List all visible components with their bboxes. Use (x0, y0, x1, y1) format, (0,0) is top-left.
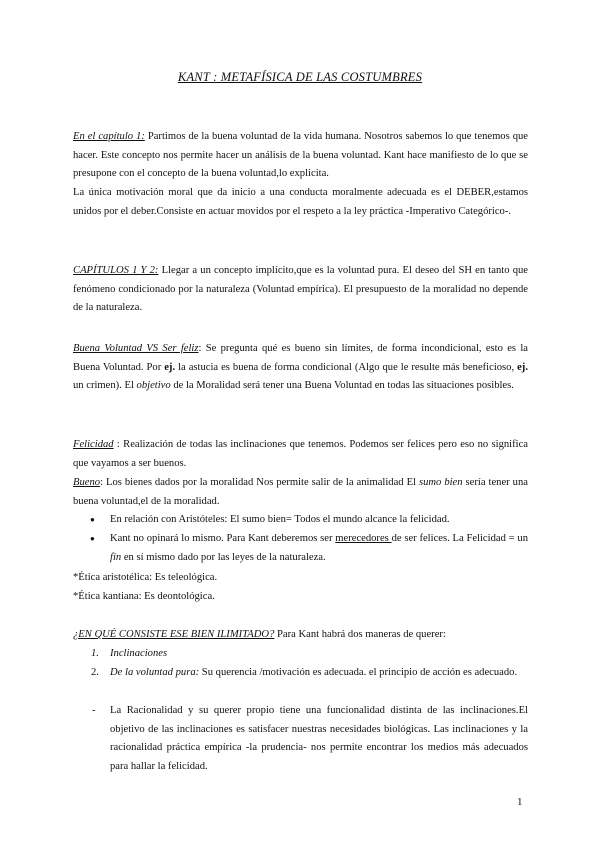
bullet-kant-text-3: en sí mismo dado por las leyes de la naturaleza. (121, 551, 326, 563)
heading-buena-voluntad: Buena Voluntad VS Ser feliz (73, 343, 199, 354)
text-felicidad: : Realización de todas las inclinaciones que tenemos. Podemos ser felices pero eso no significa que vayamos a ser buenos. (73, 439, 528, 469)
numbered-marker: 1. (91, 648, 99, 659)
text-buena-voluntad-2: la astucia es buena de forma condicional (Algo que le resulte más beneficioso, (175, 361, 518, 373)
text-capitulos-1-2: Llegar a un concepto implícito,que es la voluntad pura. El deseo del SH en tanto que fenómeno condicionado por la naturaleza (Voluntad empírica). El presupuesto de la moralidad no depende de la naturaleza. (73, 265, 528, 314)
text-capitulo-1: Partimos de la buena voluntad de la vida humana. Nosotros sabemos lo que tenemos que hacer. Este concepto nos permite hacer un análisis de la buena voluntad. Kant hace manifiesto de lo que se presupone con el concepto de la buena voluntad,lo explicita. (73, 131, 528, 180)
text-buena-voluntad-4: de la Moralidad será tener una Buena Voluntad en todas las situaciones posibles. (170, 380, 514, 392)
bullet-kant-text-2: de ser felices. La Felicidad = un (391, 533, 528, 544)
fin-word: fin (110, 551, 122, 563)
page-number: 1 (517, 796, 523, 808)
paragraph-buena-voluntad (73, 340, 528, 396)
document-title: KANT : METAFÍSICA DE LAS COSTUMBRES (177, 70, 423, 84)
bullet-marker: ● (90, 515, 95, 524)
ej-label-1: ej. (164, 361, 176, 373)
voluntad-pura-head: De la voluntad pura: (110, 667, 200, 678)
text-buena-voluntad-1: : Se pregunta qué es bueno sin límites, de forma incondicional, esto es la Buena Voluntad. Por (73, 343, 528, 373)
dash-item-racionalidad: La Racionalidad y su querer propio tiene una funcionalidad distinta de las inclinaciones.El objetivo de las inclinaciones es satisfacer nuestras necesidades biológicas. Las inclinaciones y la racionalidad práctica empírica -la prudencia- nos permite encontrar los medios más adecuados para hallar la felicidad. (110, 705, 528, 772)
heading-capitulos-1-2: CAPÍTULOS 1 Y 2: (73, 265, 159, 276)
numbered-marker: 2. (91, 667, 99, 678)
numbered-item-voluntad-pura (110, 664, 528, 683)
text-bueno-2: sería tener una buena voluntad,el de la moralidad. (73, 477, 528, 507)
ej-label-2: ej. (517, 361, 528, 373)
paragraph-felicidad (73, 436, 528, 473)
paragraph-bien-ilimitado (73, 626, 528, 645)
text-buena-voluntad-3: un crimen). El (73, 380, 137, 392)
heading-felicidad: Felicidad (73, 439, 114, 450)
paragraph-capitulo-1 (73, 128, 528, 184)
voluntad-pura-text: Su querencia /motivación es adecuada. el principio de acción es adecuado. (199, 667, 518, 678)
etica-kantiana: *Ética kantiana: Es deontológica. (73, 591, 215, 602)
heading-bueno: Bueno (73, 477, 101, 488)
heading-bien-ilimitado: ¿EN QUÉ CONSISTE ESE BIEN ILIMITADO? (73, 629, 275, 640)
merecedores-word: merecedores (335, 533, 392, 544)
sumo-bien-word: sumo bien (418, 477, 463, 488)
text-bueno-1: : Los bienes dados por la moralidad Nos permite salir de la animalidad El (100, 477, 419, 488)
paragraph-bueno (73, 474, 528, 511)
bullet-item-aristoteles: En relación con Aristóteles: El sumo bien= Todos el mundo alcance la felicidad. (110, 514, 450, 525)
dash-marker: - (92, 705, 96, 716)
bullet-item-kant (110, 530, 528, 567)
objetivo-word: objetivo (136, 380, 171, 392)
paragraph-capitulos-1-2 (73, 262, 528, 318)
paragraph-deber: La única motivación moral que da inicio a una conducta moralmente adecuada es el DEBER,estamos unidos por el deber.Consiste en actuar movidos por el respeto a la ley práctica -Imperativo Categórico-. (73, 187, 528, 217)
numbered-item-inclinaciones: Inclinaciones (110, 648, 168, 659)
bullet-kant-text-1: Kant no opinará lo mismo. Para Kant deberemos ser (110, 533, 336, 544)
heading-capitulo-1: En el capítulo 1: (73, 131, 145, 142)
bullet-marker: ● (90, 534, 95, 543)
etica-aristotelica: *Ética aristotélica: Es teleológica. (73, 572, 218, 583)
text-bien-ilimitado: Para Kant habrá dos maneras de querer: (274, 629, 446, 640)
